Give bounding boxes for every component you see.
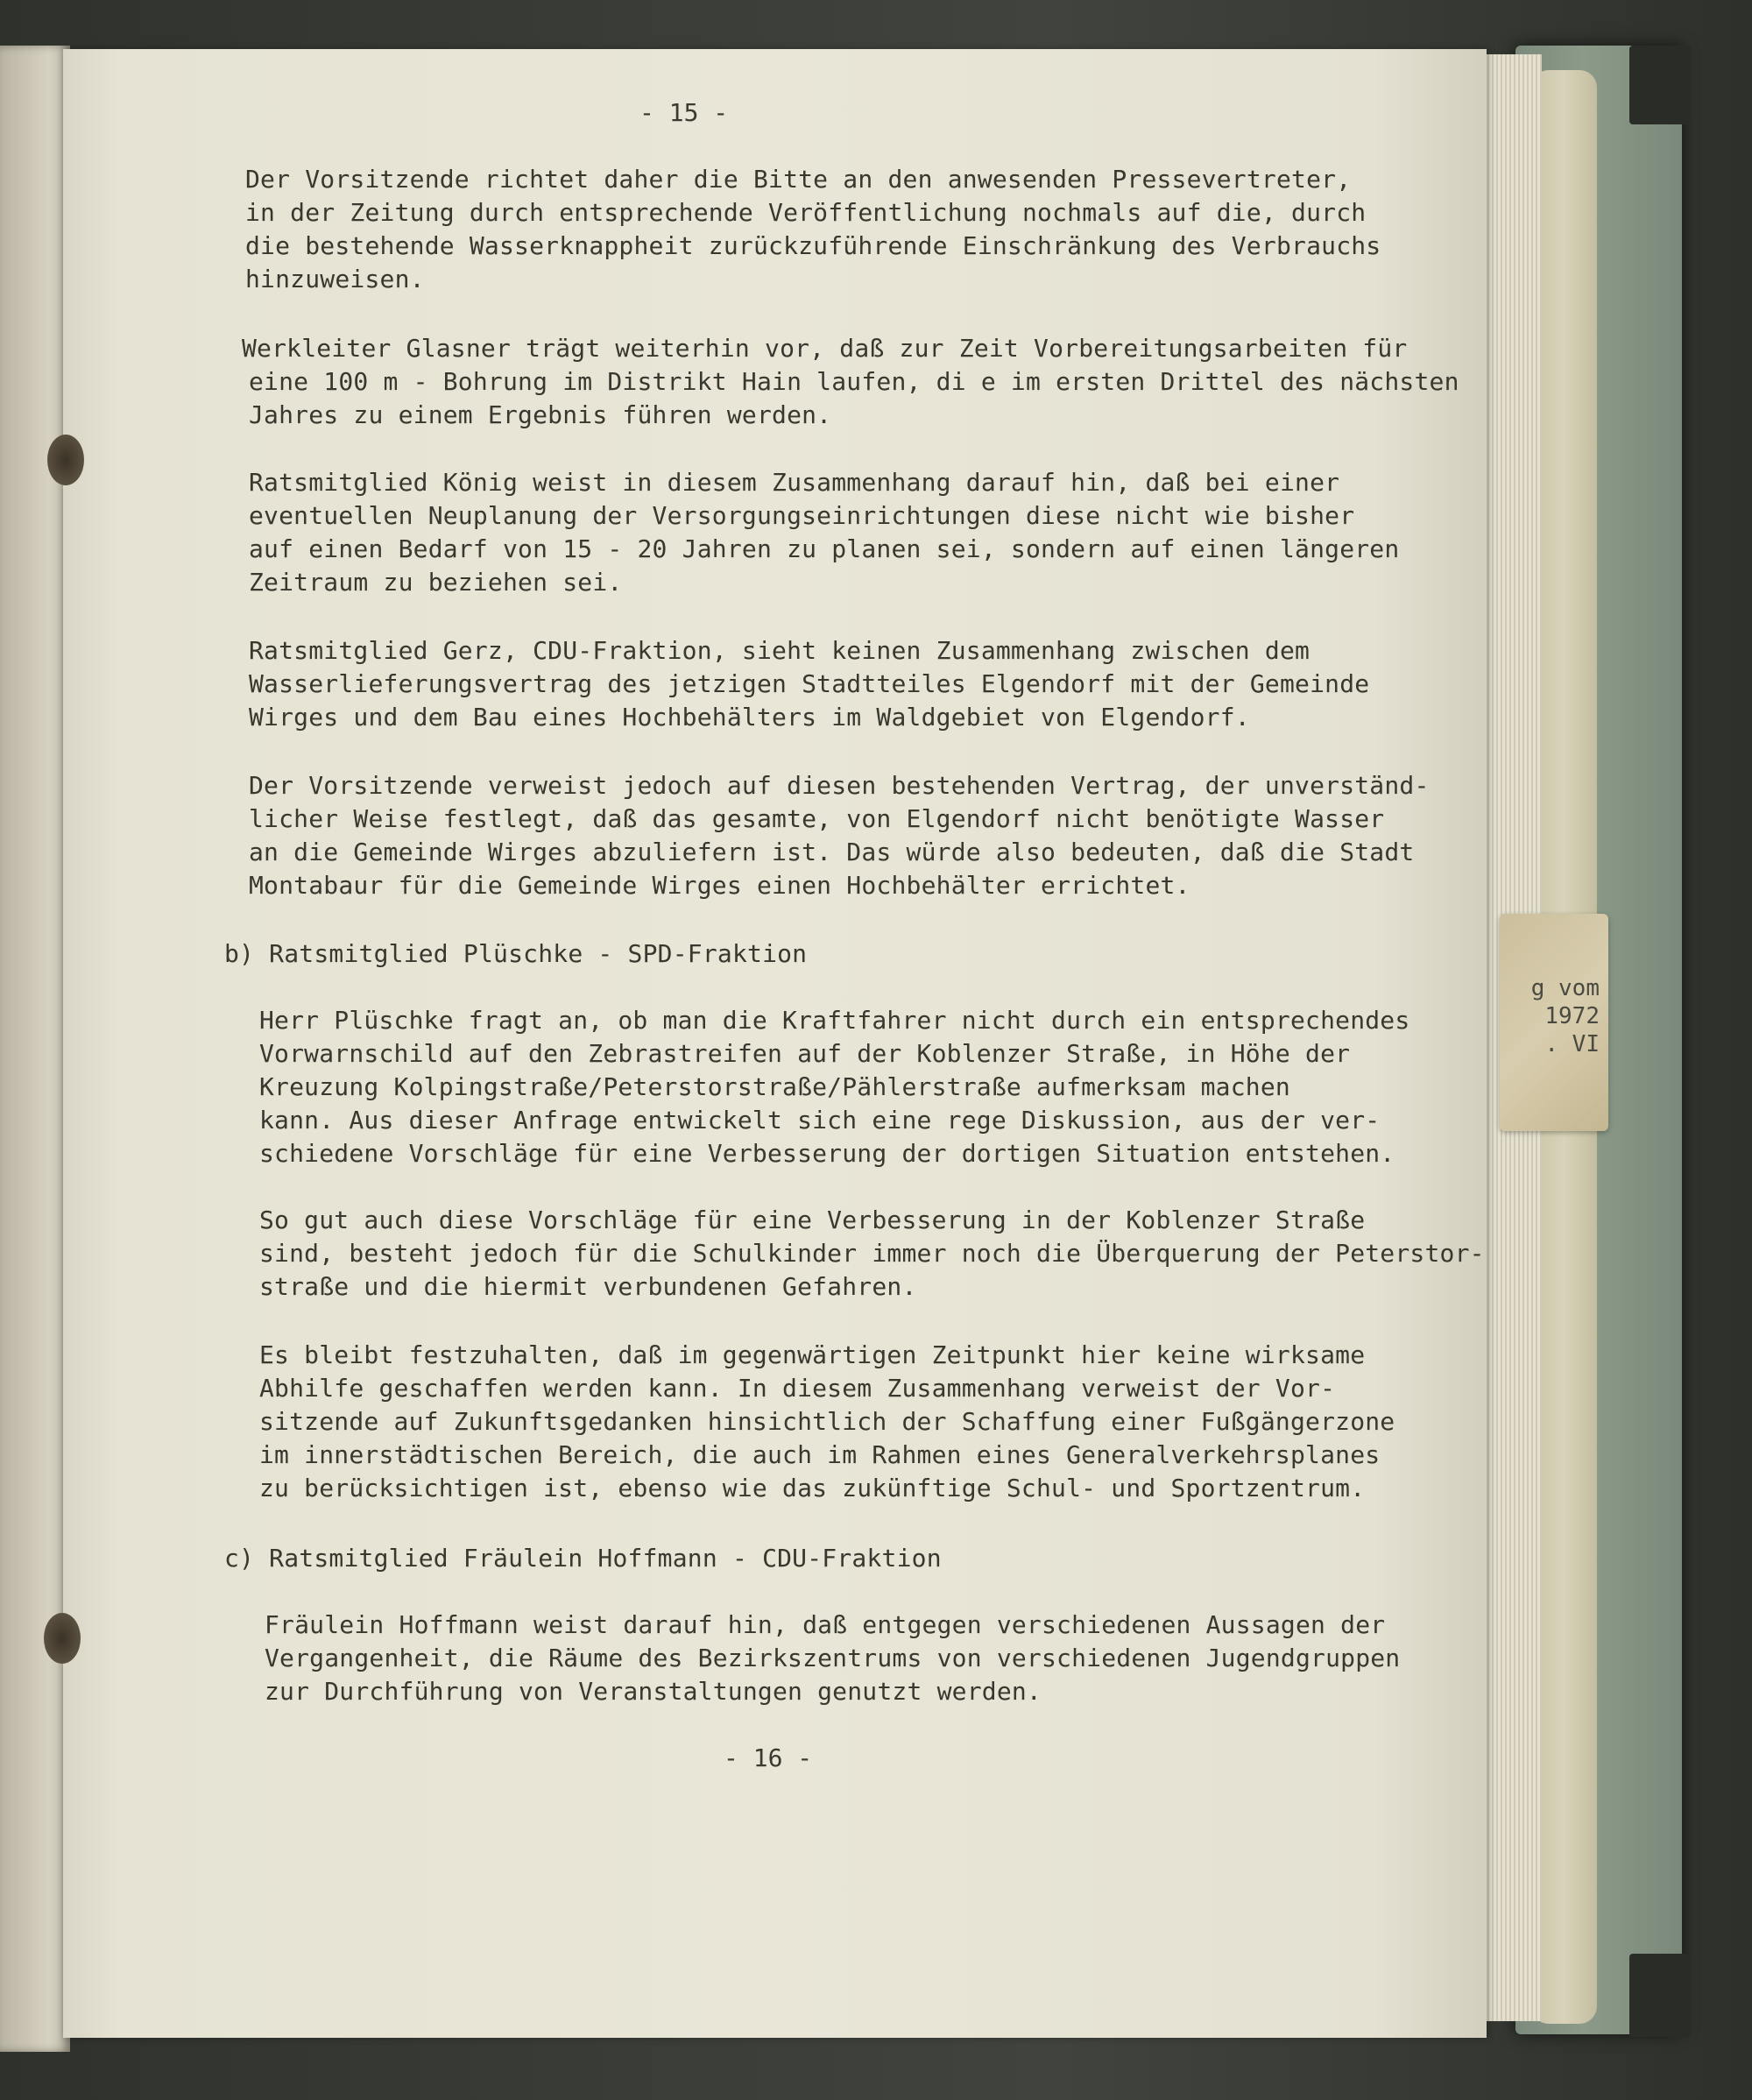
- text-line: sind, besteht jedoch für die Schulkinder immer noch die Überquerung der Peterstor-: [259, 1239, 1485, 1268]
- text-line: Der Vorsitzende verweist jedoch auf diesen bestehenden Vertrag, der unverständ-: [249, 771, 1430, 800]
- text-line: Der Vorsitzende richtet daher die Bitte an den anwesenden Pressevertreter,: [245, 165, 1352, 194]
- section-heading-b: b) Ratsmitglied Plüschke - SPD-Fraktion: [224, 939, 808, 968]
- section-heading-c: c) Ratsmitglied Fräulein Hoffmann - CDU-Fraktion: [224, 1544, 942, 1573]
- text-line: an die Gemeinde Wirges abzuliefern ist. Das würde also bedeuten, daß die Stadt: [249, 838, 1415, 866]
- text-line: Ratsmitglied Gerz, CDU-Fraktion, sieht keinen Zusammenhang zwischen dem: [249, 636, 1310, 665]
- text-line: kann. Aus dieser Anfrage entwickelt sich eine rege Diskussion, aus der ver-: [259, 1106, 1381, 1135]
- label-line: . VI: [1544, 1031, 1600, 1057]
- punch-hole-bottom: [44, 1613, 81, 1664]
- text-line: zur Durchführung von Veranstaltungen genutzt werden.: [265, 1677, 1042, 1706]
- text-line: licher Weise festlegt, daß das gesamte, von Elgendorf nicht benötigte Wasser: [249, 804, 1385, 833]
- text-line: Es bleibt festzuhalten, daß im gegenwärtigen Zeitpunkt hier keine wirksame: [259, 1340, 1366, 1369]
- text-line: im innerstädtischen Bereich, die auch im Rahmen eines Generalverkehrsplanes: [259, 1440, 1381, 1469]
- text-line: zu berücksichtigen ist, ebenso wie das zukünftige Schul- und Sportzentrum.: [259, 1474, 1366, 1503]
- text-line: die bestehende Wasserknappheit zurückzuführende Einschränkung des Verbrauchs: [245, 231, 1381, 260]
- text-line: Jahres zu einem Ergebnis führen werden.: [249, 400, 832, 429]
- text-line: sitzende auf Zukunftsgedanken hinsichtlich der Schaffung einer Fußgängerzone: [259, 1407, 1395, 1436]
- text-line: straße und die hiermit verbundenen Gefahren.: [259, 1272, 917, 1301]
- page-number-top: - 15 -: [639, 98, 729, 127]
- text-line: Vorwarnschild auf den Zebrastreifen auf der Koblenzer Straße, in Höhe der: [259, 1039, 1351, 1068]
- text-line: eine 100 m - Bohrung im Distrikt Hain laufen, di e im ersten Drittel des nächsten: [249, 367, 1459, 396]
- binder-corner-bottom: [1629, 1954, 1691, 2037]
- text-line: Fräulein Hoffmann weist darauf hin, daß entgegen verschiedenen Aussagen der: [265, 1610, 1386, 1639]
- text-line: Montabaur für die Gemeinde Wirges einen Hochbehälter errichtet.: [249, 871, 1190, 900]
- text-line: Abhilfe geschaffen werden kann. In diesem Zusammenhang verweist der Vor-: [259, 1374, 1336, 1403]
- text-line: Kreuzung Kolpingstraße/Peterstorstraße/Pählerstraße aufmerksam machen: [259, 1072, 1290, 1101]
- text-line: Wasserlieferungsvertrag des jetzigen Stadtteiles Elgendorf mit der Gemeinde: [249, 669, 1370, 698]
- text-line: hinzuweisen.: [245, 265, 425, 293]
- text-line: in der Zeitung durch entsprechende Veröffentlichung nochmals auf die, durch: [245, 198, 1367, 227]
- label-line: g vom: [1530, 975, 1600, 1001]
- punch-hole-top: [47, 435, 84, 485]
- text-line: Zeitraum zu beziehen sei.: [249, 568, 623, 597]
- left-page-edge: [0, 46, 70, 2052]
- text-line: So gut auch diese Vorschläge für eine Verbesserung in der Koblenzer Straße: [259, 1206, 1366, 1234]
- label-line: 1972: [1544, 1003, 1600, 1029]
- text-line: eventuellen Neuplanung der Versorgungseinrichtungen diese nicht wie bisher: [249, 501, 1355, 530]
- text-line: schiedene Vorschläge für eine Verbesserung der dortigen Situation entstehen.: [259, 1139, 1395, 1168]
- text-line: Vergangenheit, die Räume des Bezirkszentrums von verschiedenen Jugendgruppen: [265, 1644, 1401, 1672]
- binder-corner-top: [1629, 46, 1691, 124]
- text-line: auf einen Bedarf von 15 - 20 Jahren zu planen sei, sondern auf einen längeren: [249, 534, 1400, 563]
- text-line: Herr Plüschke fragt an, ob man die Kraftfahrer nicht durch ein entsprechendes: [259, 1006, 1410, 1035]
- archive-label-tag: [1500, 914, 1608, 1131]
- text-line: Wirges und dem Bau eines Hochbehälters im Waldgebiet von Elgendorf.: [249, 703, 1250, 732]
- page-number-bottom: - 16 -: [724, 1743, 813, 1772]
- text-line: Werkleiter Glasner trägt weiterhin vor, daß zur Zeit Vorbereitungsarbeiten für: [242, 334, 1408, 363]
- text-line: Ratsmitglied König weist in diesem Zusammenhang darauf hin, daß bei einer: [249, 468, 1340, 497]
